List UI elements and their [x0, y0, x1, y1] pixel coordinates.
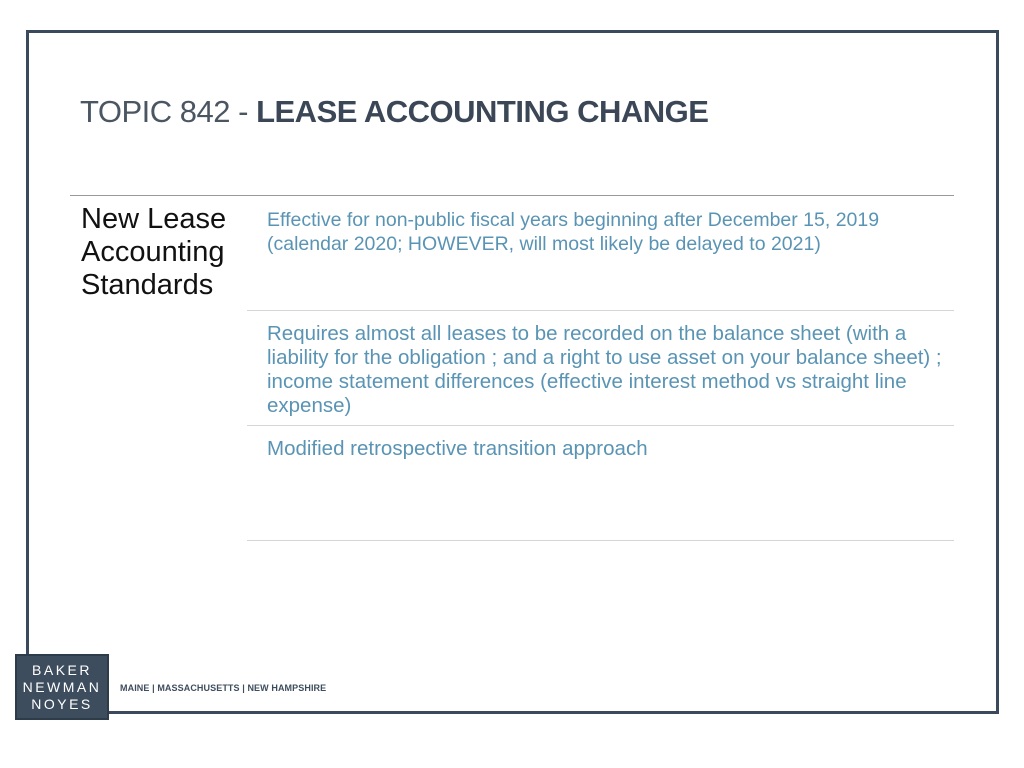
title-prefix: TOPIC 842 -	[80, 94, 257, 129]
row-divider	[247, 425, 954, 426]
row-header-label: New Lease Accounting Standards	[81, 203, 227, 301]
slide-title	[80, 94, 708, 130]
table-cell-balance-sheet: Requires almost all leases to be recorded on the balance sheet (with a liability for the obligation ; and a right to use asset on your balance sheet) ; income statement differences (effective interest method vs straight line expense)	[267, 322, 942, 417]
row-divider	[247, 540, 954, 541]
table-cell-transition: Modified retrospective transition approach	[267, 437, 648, 460]
row-divider	[247, 310, 954, 311]
company-logo	[15, 654, 109, 720]
table-top-divider	[70, 195, 954, 196]
table-cell-effective-date: Effective for non-public fiscal years beginning after December 15, 2019 (calendar 2020; HOWEVER, will most likely be delayed to 2021)	[267, 209, 880, 255]
logo-line: NEWMAN	[22, 678, 102, 695]
logo-line: NOYES	[31, 695, 93, 712]
footer-locations: MAINE | MASSACHUSETTS | NEW HAMPSHIRE	[120, 683, 327, 693]
title-main: LEASE ACCOUNTING CHANGE	[256, 94, 709, 129]
logo-line: BAKER	[32, 661, 92, 678]
